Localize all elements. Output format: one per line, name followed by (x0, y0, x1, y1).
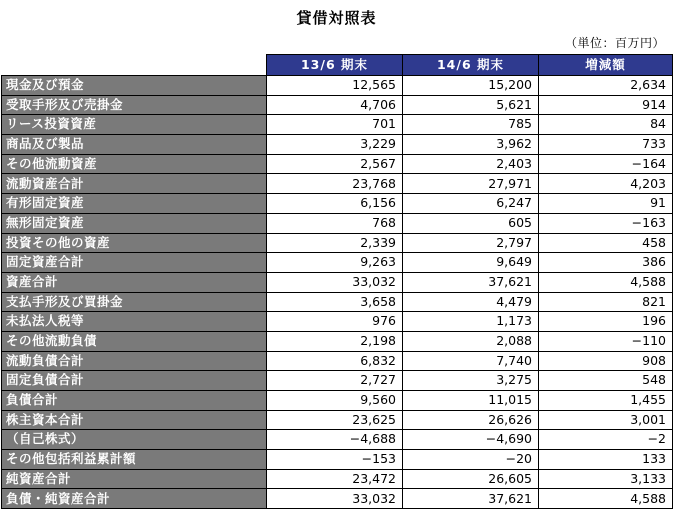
row-label: リース投資資産 (2, 115, 267, 135)
table-row (2, 95, 673, 115)
table-row (2, 76, 673, 96)
value-13-6: 33,032 (267, 489, 403, 509)
value-diff: 2,634 (539, 76, 673, 96)
row-label: 投資その他の資産 (2, 233, 267, 253)
row-label: 受取手形及び売掛金 (2, 95, 267, 115)
value-diff: −163 (539, 213, 673, 233)
value-13-6: 9,560 (267, 391, 403, 411)
value-13-6: 12,565 (267, 76, 403, 96)
value-14-6: 9,649 (403, 253, 539, 273)
value-13-6: 768 (267, 213, 403, 233)
row-label: 現金及び預金 (2, 76, 267, 96)
value-14-6: 26,626 (403, 410, 539, 430)
value-diff: 733 (539, 135, 673, 155)
table-row (2, 272, 673, 292)
row-label: 固定資産合計 (2, 253, 267, 273)
value-diff: 196 (539, 312, 673, 332)
row-label: 未払法人税等 (2, 312, 267, 332)
value-13-6: 23,768 (267, 174, 403, 194)
value-14-6: 1,173 (403, 312, 539, 332)
value-diff: −110 (539, 331, 673, 351)
table-body (2, 76, 673, 509)
page-title: 貸借対照表 (296, 9, 377, 27)
table-row (2, 430, 673, 450)
value-14-6: 785 (403, 115, 539, 135)
table-row (2, 253, 673, 273)
value-diff: 386 (539, 253, 673, 273)
value-diff: 91 (539, 194, 673, 214)
row-label: 有形固定資産 (2, 194, 267, 214)
table-row (2, 410, 673, 430)
value-13-6: 701 (267, 115, 403, 135)
unit-note: （単位：百万円） (564, 36, 665, 50)
value-13-6: 2,339 (267, 233, 403, 253)
value-14-6: 2,797 (403, 233, 539, 253)
table-row (2, 233, 673, 253)
value-13-6: 3,229 (267, 135, 403, 155)
table-row (2, 174, 673, 194)
row-label: 純資産合計 (2, 469, 267, 489)
table-row (2, 469, 673, 489)
value-13-6: 3,658 (267, 292, 403, 312)
value-14-6: 3,275 (403, 371, 539, 391)
value-diff: 3,001 (539, 410, 673, 430)
table-row (2, 115, 673, 135)
row-label: 固定負債合計 (2, 371, 267, 391)
value-14-6: 37,621 (403, 489, 539, 509)
table-row (2, 351, 673, 371)
value-13-6: 9,263 (267, 253, 403, 273)
value-diff: 3,133 (539, 469, 673, 489)
value-14-6: 7,740 (403, 351, 539, 371)
value-14-6: −20 (403, 450, 539, 470)
table-row (2, 371, 673, 391)
value-14-6: 4,479 (403, 292, 539, 312)
value-diff: 1,455 (539, 391, 673, 411)
row-label: 流動負債合計 (2, 351, 267, 371)
column-header-13-6: 13/6 期末 (267, 55, 403, 76)
row-label: 株主資本合計 (2, 410, 267, 430)
column-header-diff: 増減額 (539, 55, 673, 76)
table-row (2, 391, 673, 411)
value-diff: 458 (539, 233, 673, 253)
table-row (2, 135, 673, 155)
row-label: 商品及び製品 (2, 135, 267, 155)
value-13-6: −4,688 (267, 430, 403, 450)
value-14-6: 27,971 (403, 174, 539, 194)
value-14-6: 37,621 (403, 272, 539, 292)
value-diff: 133 (539, 450, 673, 470)
value-13-6: 2,727 (267, 371, 403, 391)
value-13-6: 976 (267, 312, 403, 332)
table-row (2, 331, 673, 351)
value-diff: 84 (539, 115, 673, 135)
value-diff: 4,203 (539, 174, 673, 194)
value-14-6: 26,605 (403, 469, 539, 489)
value-diff: 914 (539, 95, 673, 115)
table-row (2, 489, 673, 509)
table-row (2, 312, 673, 332)
row-label: 負債・純資産合計 (2, 489, 267, 509)
table-row (2, 292, 673, 312)
table-row (2, 213, 673, 233)
value-13-6: 23,625 (267, 410, 403, 430)
header-blank-cell (2, 55, 267, 76)
table-row (2, 154, 673, 174)
row-label: 無形固定資産 (2, 213, 267, 233)
value-13-6: 33,032 (267, 272, 403, 292)
row-label: その他流動負債 (2, 331, 267, 351)
balance-sheet-table (1, 54, 673, 509)
value-14-6: 2,403 (403, 154, 539, 174)
value-13-6: 6,832 (267, 351, 403, 371)
table-row (2, 194, 673, 214)
row-label: 負債合計 (2, 391, 267, 411)
value-14-6: 2,088 (403, 331, 539, 351)
value-13-6: 2,198 (267, 331, 403, 351)
value-13-6: 2,567 (267, 154, 403, 174)
value-14-6: 3,962 (403, 135, 539, 155)
value-13-6: 4,706 (267, 95, 403, 115)
value-14-6: 605 (403, 213, 539, 233)
value-diff: 4,588 (539, 489, 673, 509)
row-label: （自己株式） (2, 430, 267, 450)
value-diff: −2 (539, 430, 673, 450)
row-label: その他流動資産 (2, 154, 267, 174)
row-label: 流動資産合計 (2, 174, 267, 194)
column-header-14-6: 14/6 期末 (403, 55, 539, 76)
value-diff: 821 (539, 292, 673, 312)
table-header-row (2, 55, 673, 76)
row-label: 支払手形及び買掛金 (2, 292, 267, 312)
value-14-6: 5,621 (403, 95, 539, 115)
value-14-6: −4,690 (403, 430, 539, 450)
row-label: その他包括利益累計額 (2, 450, 267, 470)
value-diff: −164 (539, 154, 673, 174)
value-13-6: 23,472 (267, 469, 403, 489)
value-14-6: 11,015 (403, 391, 539, 411)
row-label: 資産合計 (2, 272, 267, 292)
value-diff: 548 (539, 371, 673, 391)
value-14-6: 15,200 (403, 76, 539, 96)
value-diff: 908 (539, 351, 673, 371)
value-diff: 4,588 (539, 272, 673, 292)
table-row (2, 450, 673, 470)
value-14-6: 6,247 (403, 194, 539, 214)
value-13-6: −153 (267, 450, 403, 470)
value-13-6: 6,156 (267, 194, 403, 214)
